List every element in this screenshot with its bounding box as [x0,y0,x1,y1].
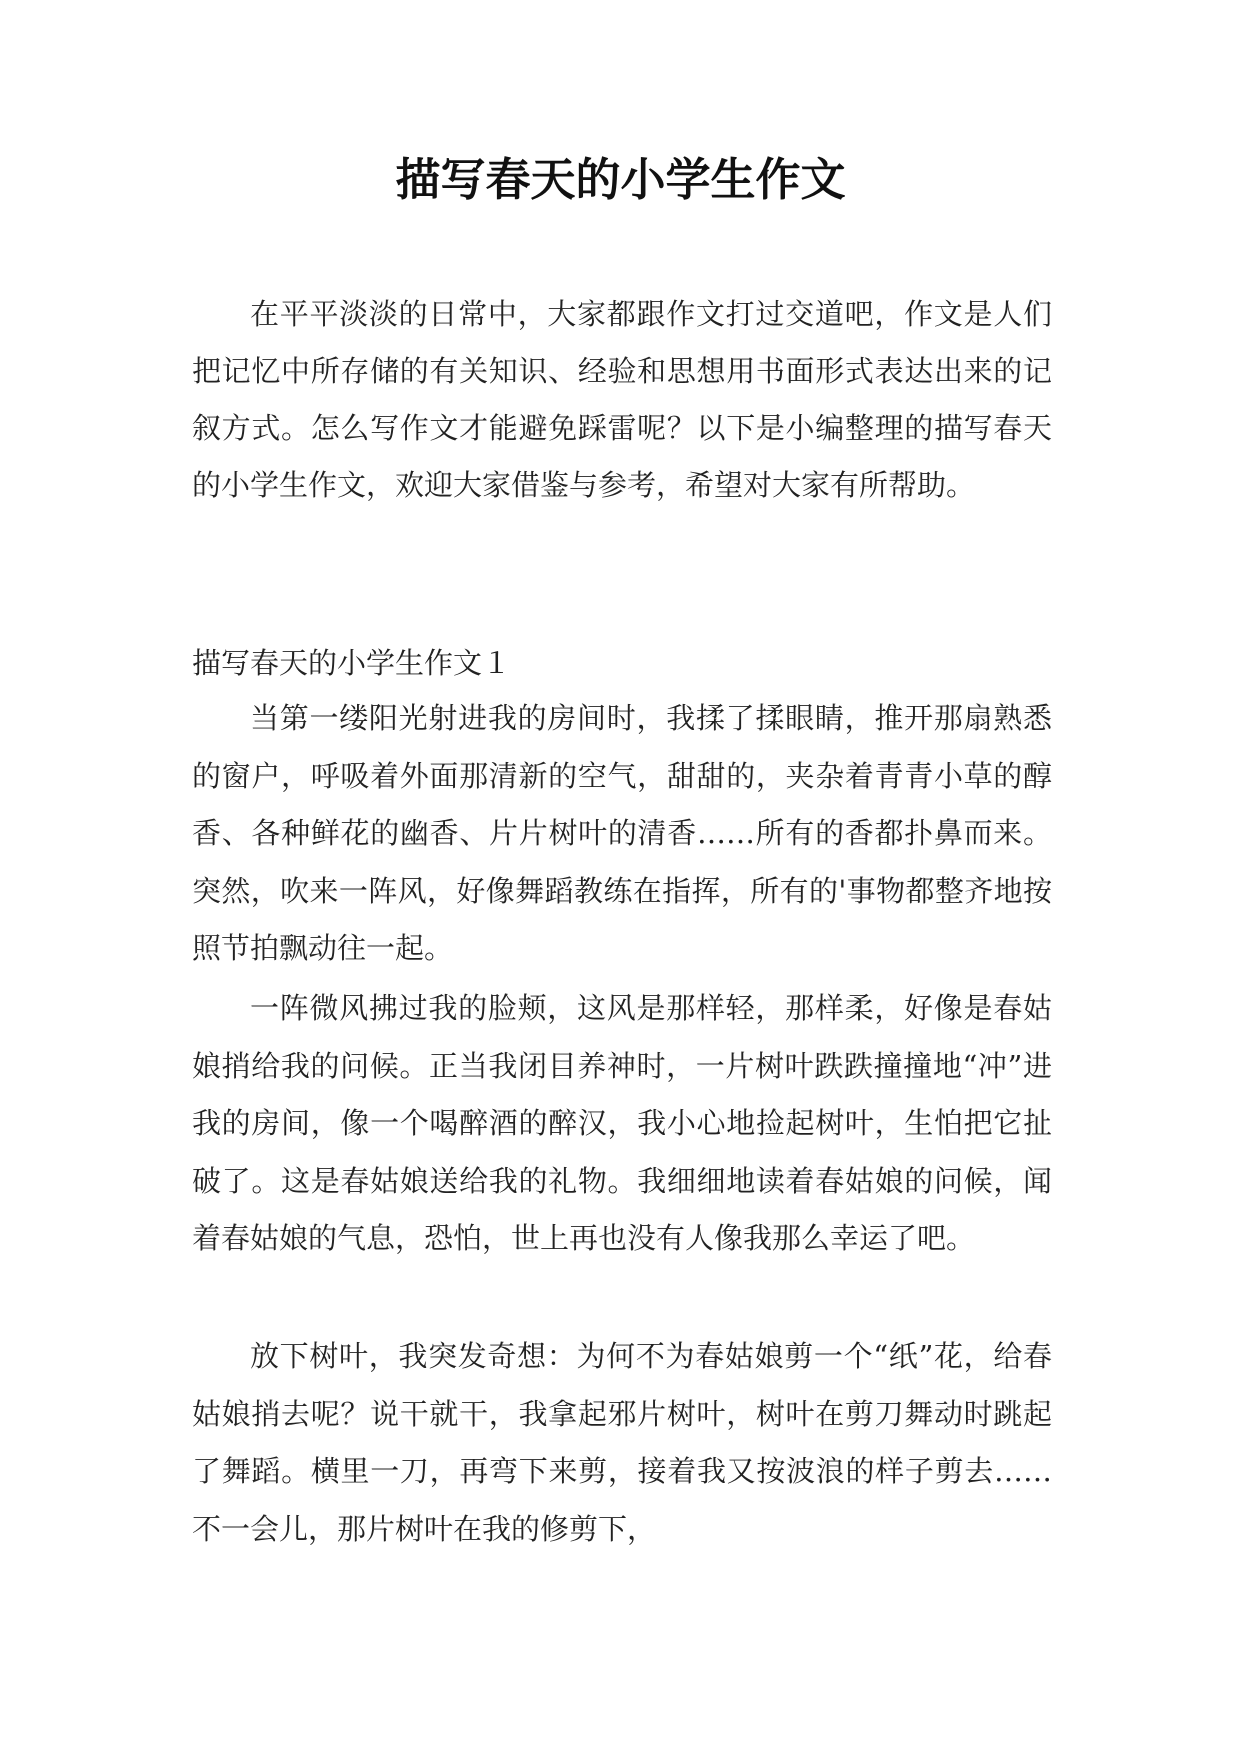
document-title: 描写春天的小学生作文 [395,153,846,206]
section-heading: 描写春天的小学生作文１ [192,646,512,680]
body-paragraph: 放下树叶，我突发奇想：为何不为春姑娘剪一个“纸”花，给春姑娘捎去呢？说干就干，我拿起邪片树叶，树叶在剪刀舞动时跳起了舞蹈。横里一刀，再弯下来剪，接着我又按波浪的样子剪去……不一会儿，那片树叶在我的修剪下， [192,1339,1052,1546]
intro-paragraph: 在平平淡淡的日常中，大家都跟作文打过交道吧，作文是人们把记忆中所存储的有关知识、经验和思想用书面形式表达出来的记叙方式。怎么写作文才能避免踩雷呢？以下是小编整理的描写春天的小学生作文，欢迎大家借鉴与参考，希望对大家有所帮助。 [192,297,1052,502]
body-paragraph: 当第一缕阳光射进我的房间时，我揉了揉眼睛，推开那扇熟悉的窗户，呼吸着外面那清新的空气，甜甜的，夹杂着青青小草的醇香、各种鲜花的幽香、片片树叶的清香……所有的香都扑鼻而来。突然，吹来一阵风，好像舞蹈教练在指挥，所有的'事物都整齐地按照节拍飘动往一起。 [192,701,1052,965]
body-paragraph: 一阵微风拂过我的脸颊，这风是那样轻，那样柔，好像是春姑娘捎给我的问候。正当我闭目养神时，一片树叶跌跌撞撞地“冲”进我的房间，像一个喝醉酒的醉汉，我小心地捡起树叶，生怕把它扯破了。这是春姑娘送给我的礼物。我细细地读着春姑娘的问候，闻着春姑娘的气息，恐怕，世上再也没有人像我那么幸运了吧。 [192,991,1052,1255]
